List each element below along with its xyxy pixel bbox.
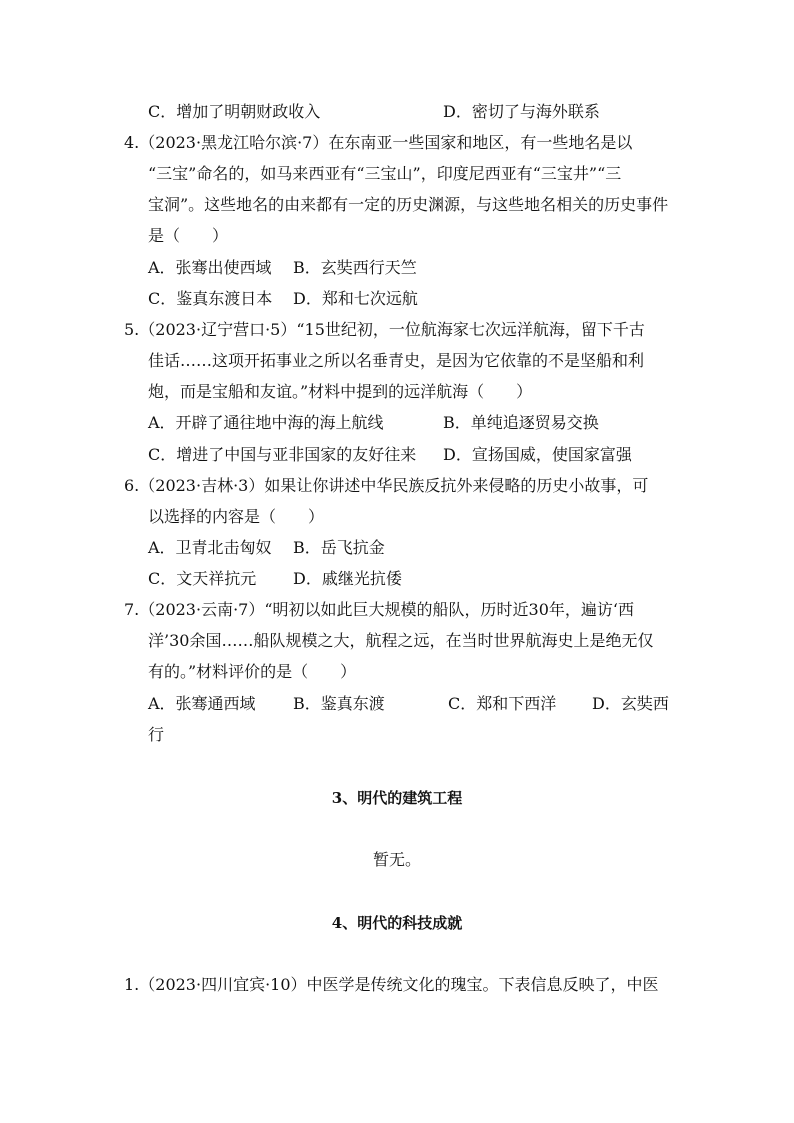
section4-q1-stem-line1: 1.（2023·四川宜宾·10）中医学是传统文化的瑰宝。下表信息反映了，中医 <box>124 975 659 994</box>
q6-option-a: A．卫青北击匈奴 <box>148 538 272 557</box>
q7-option-a: A．张骞通西域 <box>148 694 256 713</box>
q6-stem-line1: 6.（2023·吉林·3）如果让你讲述中华民族反抗外来侵略的历史小故事，可 <box>124 476 649 495</box>
q6-stem-line2: 以选择的内容是（ ） <box>148 507 325 526</box>
q4-stem-line3: 宝洞”。这些地名的由来都有一定的历史渊源，与这些地名相关的历史事件 <box>148 195 669 214</box>
q5-stem-line1: 5.（2023·辽宁营口·5）“15世纪初，一位航海家七次远洋航海，留下千古 <box>124 320 645 339</box>
q3-option-d: D．密切了与海外联系 <box>443 102 600 121</box>
q5-option-a: A．开辟了通往地中海的海上航线 <box>148 413 384 432</box>
q5-stem-line3: 炮，而是宝船和友谊。”材料中提到的远洋航海（ ） <box>148 382 533 401</box>
section-heading-architecture: 3、明代的建筑工程 <box>331 789 463 807</box>
q7-stem-line2: 洋’30余国……船队规模之大，航程之远，在当时世界航海史上是绝无仅 <box>148 631 654 650</box>
q4-option-d: D．郑和七次远航 <box>293 289 418 308</box>
q7-option-d: D．玄奘西 <box>592 694 669 713</box>
q4-option-c: C．鉴真东渡日本 <box>148 289 273 308</box>
q7-option-c: C．郑和下西洋 <box>448 694 557 713</box>
q6-option-b: B．岳飞抗金 <box>293 538 385 557</box>
q4-stem-line1: 4.（2023·黑龙江哈尔滨·7）在东南亚一些国家和地区，有一些地名是以 <box>124 133 633 152</box>
section-content-none: 暂无。 <box>372 850 421 869</box>
q5-option-b: B．单纯追逐贸易交换 <box>443 413 599 432</box>
q7-stem-line3: 有的。”材料评价的是（ ） <box>148 662 357 681</box>
q4-stem-line2: “三宝”命名的，如马来西亚有“三宝山”，印度尼西亚有“三宝井”“三 <box>148 164 622 183</box>
q6-option-c: C．文天祥抗元 <box>148 569 257 588</box>
q5-stem-line2: 佳话……这项开拓事业之所以名垂青史，是因为它依靠的不是坚船和利 <box>148 351 645 370</box>
q7-option-d-wrap: 行 <box>148 725 165 744</box>
q7-option-b: B．鉴真东渡 <box>293 694 385 713</box>
q5-option-d: D．宣扬国威，使国家富强 <box>443 445 632 464</box>
q6-option-d: D．戚继光抗倭 <box>293 569 402 588</box>
q5-option-c: C．增进了中国与亚非国家的友好往来 <box>148 445 417 464</box>
section-heading-science: 4、明代的科技成就 <box>331 914 463 932</box>
q7-stem-line1: 7.（2023·云南·7）“明初以如此巨大规模的船队，历时近30年，遍访‘西 <box>124 600 634 619</box>
q4-option-b: B．玄奘西行天竺 <box>293 258 417 277</box>
q4-option-a: A．张骞出使西域 <box>148 258 272 277</box>
q3-option-c: C．增加了明朝财政收入 <box>148 102 321 121</box>
q4-stem-line4: 是（ ） <box>148 226 229 245</box>
